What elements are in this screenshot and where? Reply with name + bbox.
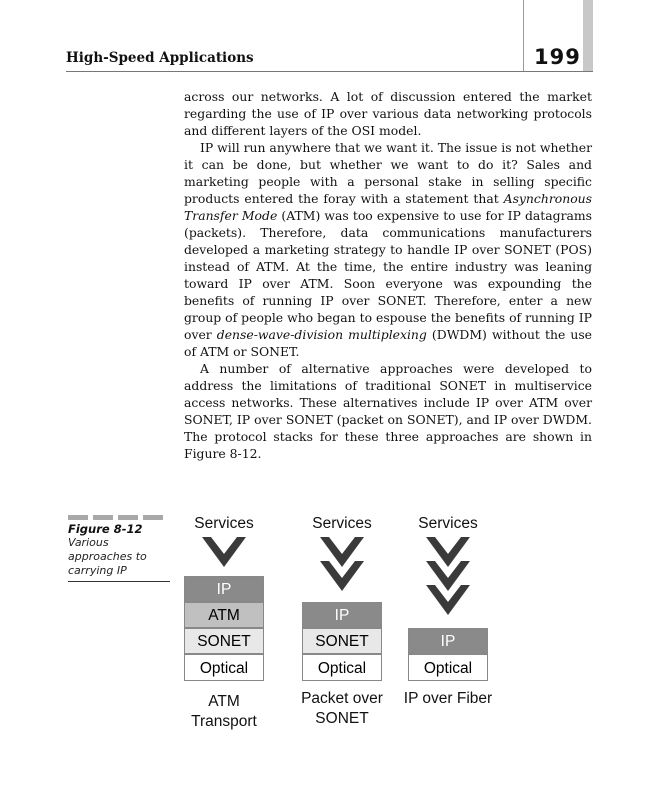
paragraph-2-part-a: IP will run anywhere that we want it. The issue is not whether it can be done, but whether we want to do it? Sales and marketing people with a personal stake in selling specific products entered the foray with a statement that xyxy=(184,140,592,206)
layer-box-optical: Optical xyxy=(184,654,264,681)
chevron-down-icon xyxy=(426,537,470,615)
layer-box-sonet: SONET xyxy=(184,628,264,654)
stack-label-line-1: IP over Fiber xyxy=(403,690,493,707)
chevron-down-icon xyxy=(202,537,246,567)
paragraph-2-part-c: (DWDM) without the use of ATM or SONET. xyxy=(184,327,593,359)
layer-box-ip: IP xyxy=(184,576,264,602)
layer-box-ip: IP xyxy=(408,628,488,654)
term-dwdm: dense-wave-division multiplexing xyxy=(216,327,427,342)
layer-box-ip: IP xyxy=(302,602,382,628)
layer-box-atm: ATM xyxy=(184,602,264,628)
stack-label-line-2: Transport xyxy=(191,713,257,730)
header-divider xyxy=(523,0,524,72)
layer-box-optical: Optical xyxy=(302,654,382,681)
stack-label-line-1: Packet over xyxy=(301,690,383,707)
paragraph-2-part-b: (ATM) was too expensive to use for IP datagrams (packets). Therefore, data communications manufacturers developed a marketing strategy to handle IP over SONET (POS) instead of ATM. At the time, the entire industry was leaning toward IP over ATM. Soon everyone was expounding the benefits of running IP over SONET. Therefore, enter a new group of people who began to espouse the benefits of running IP over xyxy=(184,208,592,342)
stack-label xyxy=(282,689,402,729)
page-number: 199 xyxy=(534,45,581,69)
paragraph-1: across our networks. A lot of discussion entered the market regarding the use of IP over various data networking protocols and different layers of the OSI model. xyxy=(184,89,592,138)
stack-heading: Services xyxy=(418,515,478,532)
running-head: High-Speed Applications xyxy=(66,50,254,66)
figure-caption-text: Various approaches to carrying IP xyxy=(68,536,147,577)
layer-box-sonet: SONET xyxy=(302,628,382,654)
stack-heading: Services xyxy=(312,515,372,532)
stack-label xyxy=(388,689,508,709)
caption-decoration xyxy=(68,515,163,520)
caption-rule xyxy=(68,581,170,582)
thumb-tab xyxy=(583,0,593,72)
layer-box-optical: Optical xyxy=(408,654,488,681)
stack-label-line-1: ATM xyxy=(208,693,240,710)
chevron-down-icon xyxy=(202,537,246,567)
figure-caption-title: Figure 8-12 xyxy=(68,522,143,536)
stack-label-line-2: SONET xyxy=(315,710,369,727)
stack-heading: Services xyxy=(194,515,254,532)
term-atm: Asynchronous Transfer Mode xyxy=(184,191,592,223)
chevron-down-icon xyxy=(320,537,364,591)
header-rule xyxy=(66,71,593,72)
stack-label xyxy=(164,692,284,732)
paragraph-3: A number of alternative approaches were developed to address the limitations of traditional SONET in multiservice access networks. These alternatives include IP over ATM over SONET, IP over SONET (packet on SONET), and IP over DWDM. The protocol stacks for these three approaches are shown in Figure 8-12. xyxy=(184,361,592,461)
figure-caption xyxy=(68,522,172,578)
paragraph-2 xyxy=(184,139,592,360)
body-text xyxy=(184,88,592,462)
